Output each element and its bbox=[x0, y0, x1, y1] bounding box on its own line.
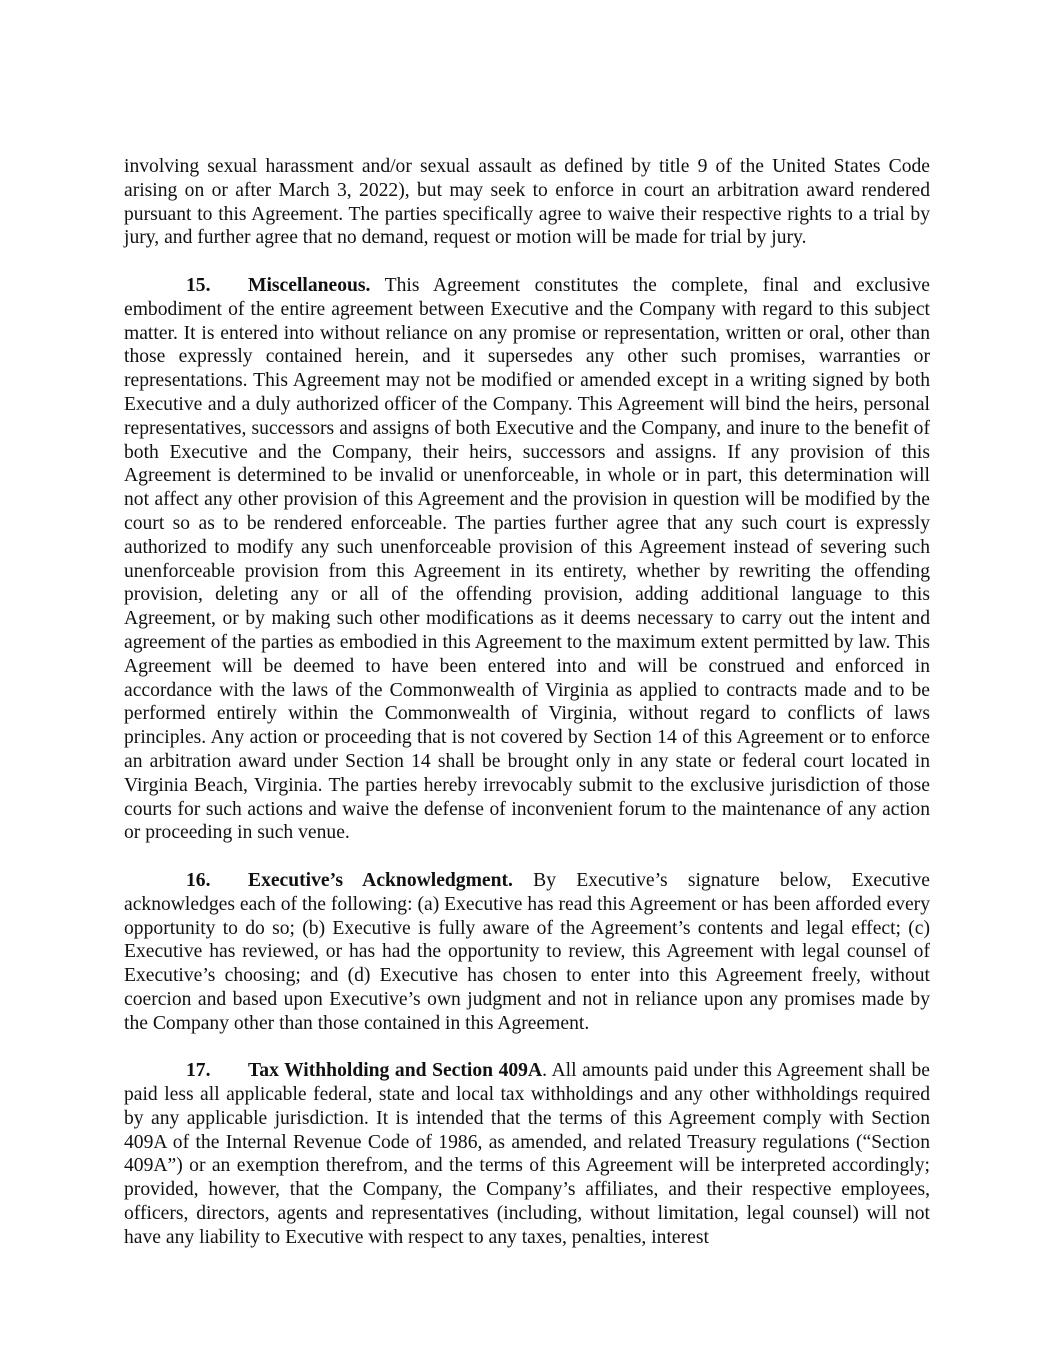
section-17-number: 17. bbox=[186, 1060, 211, 1082]
section-17-body: . All amounts paid under this Agreement shall be paid less all applicable federal, state and local tax withholdings and any other withholdings required by any applicable jurisdiction. It is intended that the terms of this Agreement comply with Section 409A of the Internal Revenue Code of 1986, as amended, and related Treasury regulations (“Section 409A”) or an exemption therefrom, and the terms of this Agreement will be interpreted accordingly; provided, however, that the Company, the Company’s affiliates, and their respective employees, officers, directors, agents and representatives (including, without limitation, legal counsel) will not have any liability to Executive with respect to any taxes, penalties, interest bbox=[124, 1060, 930, 1248]
document-page bbox=[124, 155, 930, 1273]
section-17-paragraph bbox=[124, 1059, 930, 1249]
section-15-number: 15. bbox=[186, 274, 211, 296]
section-17-title: Tax Withholding and Section 409A bbox=[248, 1060, 543, 1082]
section-16-number: 16. bbox=[186, 869, 211, 891]
section-15-body: This Agreement constitutes the complete, final and exclusive embodiment of the entire agreement between Executive and the Company with regard to this subject matter. It is entered into without reliance on any promise or representation, written or oral, other than those expressly contained herein, and it supersedes any other such promises, warranties or representations. This Agreement may not be modified or amended except in a writing signed by both Executive and a duly authorized officer of the Company. This Agreement will bind the heirs, personal representatives, successors and assigns of both Executive and the Company, and inure to the benefit of both Executive and the Company, their heirs, successors and assigns. If any provision of this Agreement is determined to be invalid or unenforceable, in whole or in part, this determination will not affect any other provision of this Agreement and the provision in question will be modified by the court so as to be rendered enforceable. The parties further agree that any such court is expressly authorized to modify any such unenforceable provision of this Agreement instead of severing such unenforceable provision from this Agreement in its entirety, whether by rewriting the offending provision, deleting any or all of the offending provision, adding additional language to this Agreement, or by making such other modifications as it deems necessary to carry out the intent and agreement of the parties as embodied in this Agreement to the maximum extent permitted by law. This Agreement will be deemed to have been entered into and will be construed and enforced in accordance with the laws of the Commonwealth of Virginia as applied to contracts made and to be performed entirely within the Commonwealth of Virginia, without regard to conflicts of laws principles. Any action or proceeding that is not covered by Section 14 of this Agreement or to enforce an arbitration award under Section 14 shall be brought only in any state or federal court located in Virginia Beach, Virginia. The parties hereby irrevocably submit to the exclusive jurisdiction of those courts for such actions and waive the defense of inconvenient forum to the maintenance of any action or proceeding in such venue. bbox=[124, 274, 930, 844]
section-16-body: By Executive’s signature below, Executive acknowledges each of the following: (a) Executive has read this Agreement or has been afforded every opportunity to do so; (b) Executive is fully aware of the Agreement’s contents and legal effect; (c) Executive has reviewed, or has had the opportunity to review, this Agreement with legal counsel of Executive’s choosing; and (d) Executive has chosen to enter into this Agreement freely, without coercion and based upon Executive’s own judgment and not in reliance upon any promises made by the Company other than those contained in this Agreement. bbox=[124, 869, 930, 1034]
continuation-paragraph: involving sexual harassment and/or sexual assault as defined by title 9 of the United States Code arising on or after March 3, 2022), but may seek to enforce in court an arbitration award rendered pursuant to this Agreement. The parties specifically agree to waive their respective rights to a trial by jury, and further agree that no demand, request or motion will be made for trial by jury. bbox=[124, 156, 930, 249]
section-16-title: Executive’s Acknowledgment. bbox=[248, 869, 513, 891]
section-15-paragraph bbox=[124, 274, 930, 845]
section-15-title: Miscellaneous. bbox=[248, 274, 371, 296]
section-16-paragraph bbox=[124, 869, 930, 1036]
